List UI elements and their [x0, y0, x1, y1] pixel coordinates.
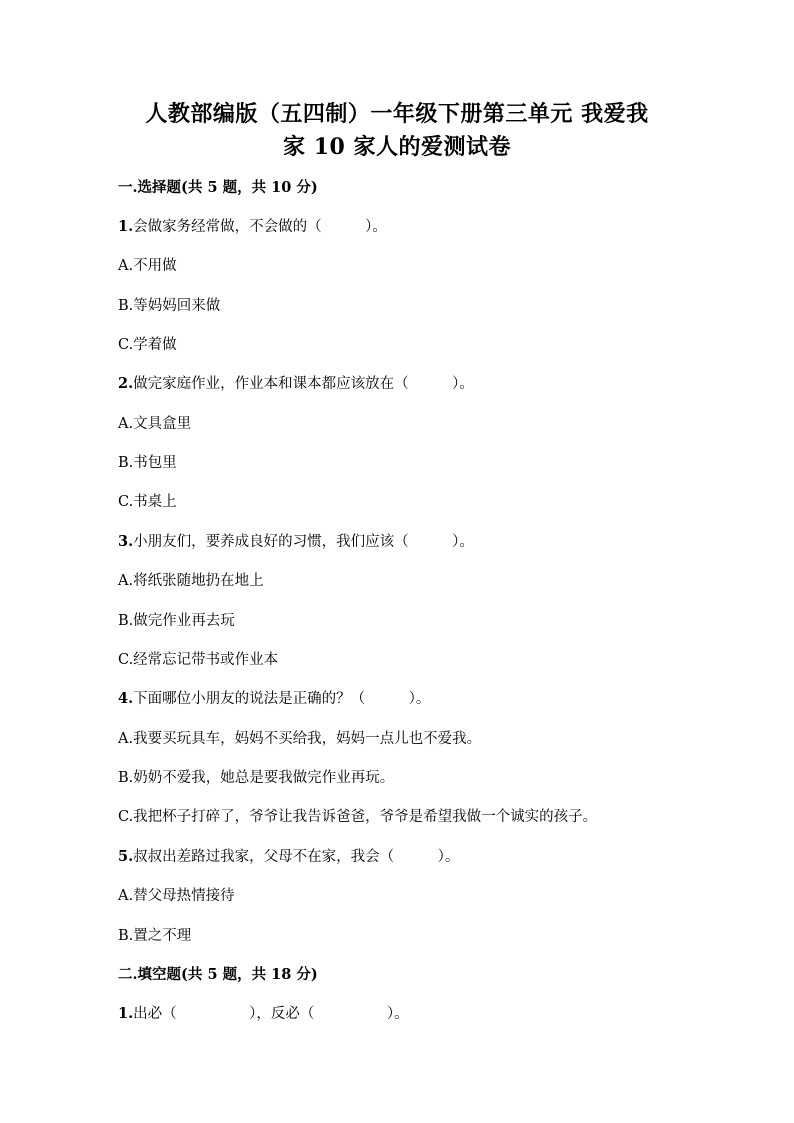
option-1c: C.学着做 [118, 337, 177, 353]
question-number: 3. [118, 533, 134, 550]
option-3b: B.做完作业再去玩 [118, 613, 235, 629]
question-text: 出必（ ），反必（ ）。 [133, 1006, 409, 1022]
section-heading-choice: 一.选择题(共 5 题，共 10 分) [118, 179, 318, 196]
fill-question-1 [118, 1004, 409, 1024]
option-4a: A.我要买玩具车，妈妈不买给我，妈妈一点儿也不爱我。 [118, 731, 482, 747]
question-text: 下面哪位小朋友的说法是正确的？（ ）。 [133, 691, 431, 707]
option-4c: C.我把杯子打碎了，爷爷让我告诉爸爸，爷爷是希望我做一个诚实的孩子。 [118, 809, 598, 825]
option-5a: A.替父母热情接待 [118, 888, 235, 904]
option-2b: B.书包里 [118, 455, 177, 471]
question-1 [118, 217, 387, 237]
question-number: 2. [118, 375, 134, 392]
option-5b: B.置之不理 [118, 928, 192, 944]
question-number: 4. [118, 690, 134, 707]
question-text: 小朋友们，要养成良好的习惯，我们应该（ ）。 [133, 534, 474, 550]
option-4b: B.奶奶不爱我，她总是要我做完作业再玩。 [118, 770, 395, 786]
section-heading-fill-blank: 二.填空题(共 5 题，共 18 分) [118, 966, 318, 983]
question-3 [118, 532, 474, 552]
question-4 [118, 689, 430, 709]
question-text: 会做家务经常做，不会做的（ ）。 [133, 219, 387, 235]
option-2c: C.书桌上 [118, 494, 177, 510]
option-1b: B.等妈妈回来做 [118, 298, 221, 314]
question-number: 1. [118, 1005, 134, 1022]
document-title-line-2: 家 10 家人的爱测试卷 [283, 134, 511, 160]
option-3c: C.经常忘记带书或作业本 [118, 652, 279, 668]
question-number: 5. [118, 848, 134, 865]
question-2 [118, 374, 474, 394]
question-5 [118, 847, 459, 867]
question-number: 1. [118, 218, 134, 235]
option-1a: A.不用做 [118, 258, 177, 274]
question-text: 做完家庭作业，作业本和课本都应该放在（ ）。 [133, 376, 474, 392]
option-3a: A.将纸张随地扔在地上 [118, 573, 264, 589]
document-title-line-1: 人教部编版（五四制）一年级下册第三单元 我爱我 [145, 101, 649, 127]
question-text: 叔叔出差路过我家，父母不在家，我会（ ）。 [133, 849, 460, 865]
option-2a: A.文具盒里 [118, 416, 192, 432]
